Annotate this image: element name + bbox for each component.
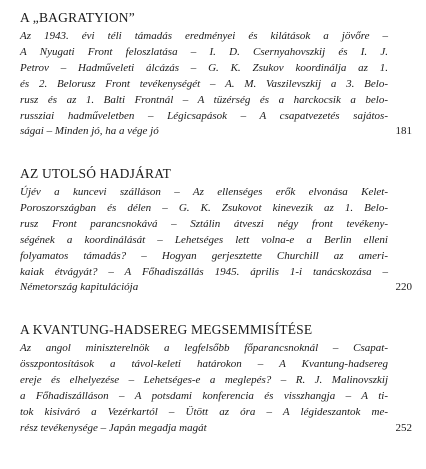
summary-line: Németország kapitulációja [20,281,139,294]
summary-line: és 2. Belorusz Front tevékenységét – A. M. Vaszilevszkij a 3. Belo- [20,77,388,90]
summary-line: Petrov – Hadműveleti álcázás – G. K. Zsukov koordinálja az 1. [20,61,388,74]
summary-line: rusz Front parancsnokává – Sztálin átveszi négy front tevékeny- [20,217,388,230]
summary-line: rész tevékenysége – Japán megadja magát [20,421,207,434]
toc-section-bagratyion [20,10,410,140]
toc-section-utolso-hadjarat [20,166,410,296]
section-title: AZ UTOLSÓ HADJÁRAT [20,166,172,181]
summary-line: a Főhadiszálláson – A potsdami konferencia és visszhangja – A ti- [20,389,388,402]
summary-line: ságai – Minden jó, ha a vége jó [20,125,159,138]
summary-last-row [20,280,410,296]
summary-line: A Nyugati Front feloszlatása – I. D. Csernyahovszkij és I. J. [20,45,388,58]
summary-line: Poroszországban és délen – G. K. Zsukovot kinevezik az 1. Belo- [20,201,388,214]
summary-line: Az angol miniszterelnök a legfelsőbb főparancsnoknál – Csapat- [20,342,388,354]
page-number: 181 [395,125,412,138]
summary-line: ereje és elhelyezése – Lehetséges-e a meglepés? – R. J. Malinovszkij [20,373,388,386]
summary-line: russziai hadműveletben – Légicsapások – A csapatvezetés sajátos- [20,109,388,122]
summary-line: folyamatos támadás? – Hogyan gerjesztette Churchill az ameri- [20,249,388,262]
summary-line: Újév a kuncevi szálláson – Az ellenséges erők elvonása Kelet- [20,186,388,198]
toc-section-kvantung-hadsereg [20,322,410,436]
summary-line: rusz és az 1. Balti Frontnál – A tüzérség és a harckocsik a belo- [20,93,388,106]
section-title: A „BAGRATYION” [20,10,135,25]
summary-last-row [20,124,410,140]
page-number: 252 [395,421,412,434]
summary-line: tok kisiváró a Vezérkartól – Ütött az óra – A légideszantok me- [20,405,388,418]
summary-line: Az 1943. évi téli támadás eredményei és kilátások a jövőre – [20,30,388,42]
summary-line: kaiak étvágyát? – A Főhadiszállás 1945. április 1-i tanácskozása – [20,265,388,278]
section-title: A KVANTUNG-HADSEREG MEGSEMMISÍTÉSE [20,322,313,337]
summary-line: összpontosítások a távol-keleti határokon – A Kvantung-hadsereg [20,357,388,370]
summary-last-row [20,421,410,437]
summary-line: ségének a koordinálását – Lehetséges lett volna-e a Berlin elleni [20,233,388,246]
page-number: 220 [395,281,412,294]
